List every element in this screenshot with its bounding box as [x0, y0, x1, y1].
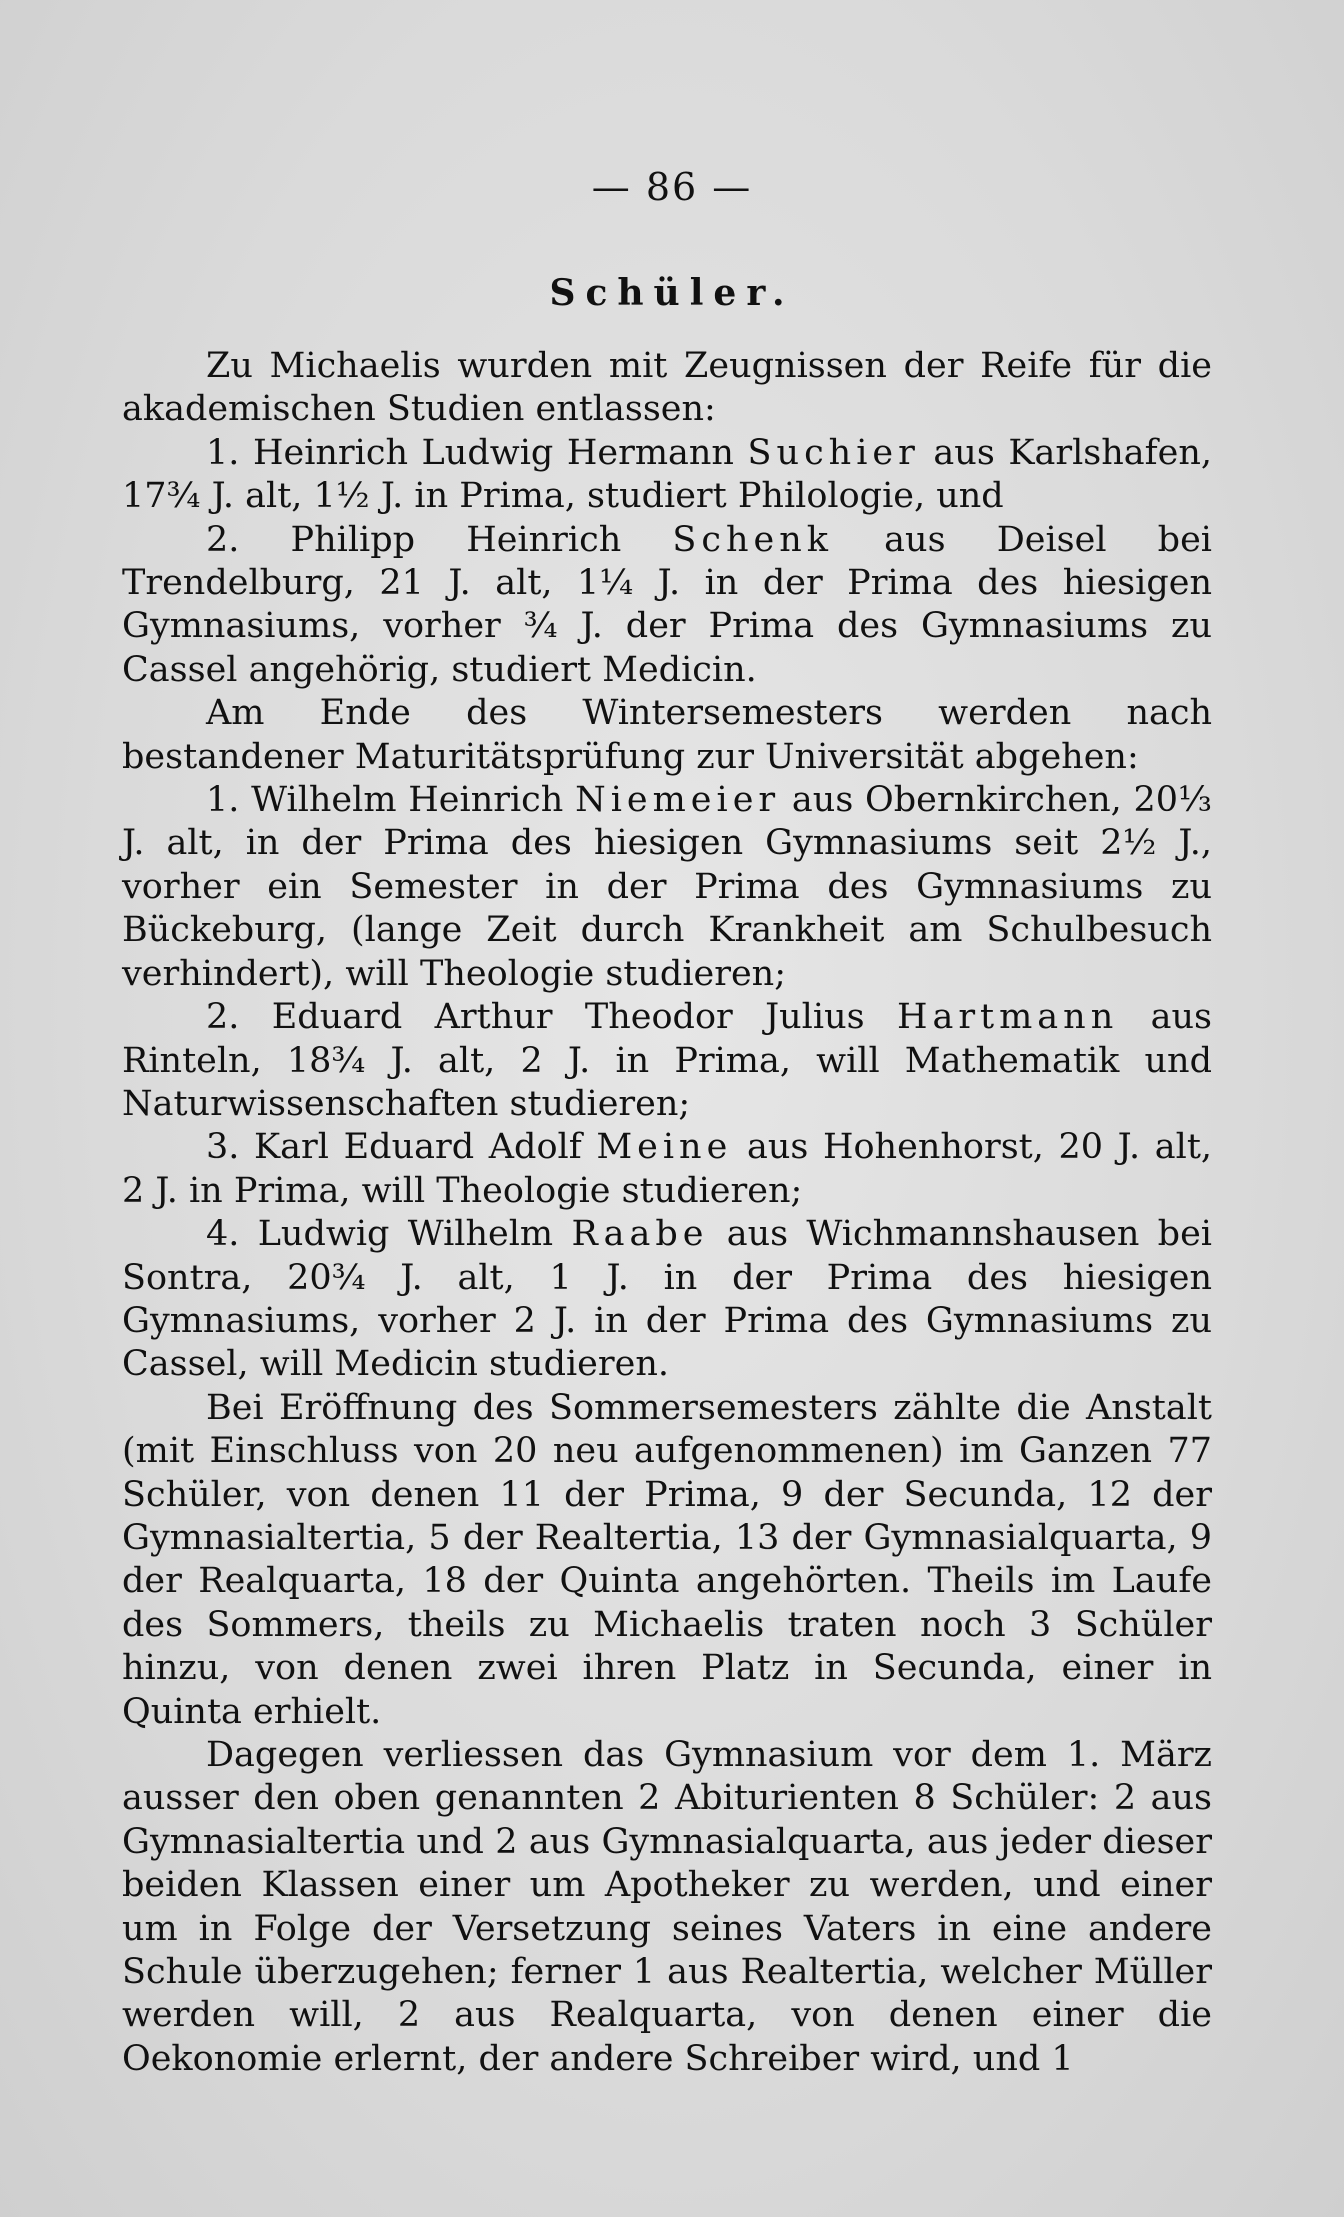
page-number: — 86 —	[591, 165, 753, 209]
student-name: Hartmann	[896, 997, 1119, 1038]
paragraph-intro-winter: Am Ende des Wintersemesters werden nach bestandener Maturitätsprüfung zur Universität abgehen:	[122, 693, 1212, 777]
paragraph-student-suchier	[122, 432, 1212, 519]
entry-prefix: 1. Heinrich Ludwig Hermann	[206, 432, 748, 473]
entry-details: aus Obernkirchen, 20⅓ J. alt, in der Prima des hiesigen Gymnasiums seit 2½ J., vorher ein Semester in der Prima des Gymnasiums zu Bückeburg, (lange Zeit durch Krankheit am Schulbesuch verhindert), will Theologie studieren;	[122, 780, 1212, 994]
paragraph-enrollment-summary: Bei Eröffnung des Sommersemesters zählte die Anstalt (mit Einschluss von 20 neu aufgenommenen) im Ganzen 77 Schüler, von denen 11 der Prima, 9 der Secunda, 12 der Gymnasialtertia, 5 der Realtertia, 13 der Gymnasialquarta, 9 der Realquarta, 18 der Quinta angehörten. Theils im Laufe des Sommers, theils zu Michaelis traten noch 3 Schüler hinzu, von denen zwei ihren Platz in Secunda, einer in Quinta erhielt.	[122, 1387, 1212, 1732]
student-name: Meine	[596, 1127, 733, 1168]
student-name: Niemeier	[575, 780, 781, 821]
entry-details: aus Wichmannshausen bei Sontra, 20¾ J. alt, 1 J. in der Prima des hiesigen Gymnasiums, vorher 2 J. in der Prima des Gymnasiums zu Cassel, will Medicin studieren.	[122, 1214, 1212, 1385]
student-name: Schenk	[672, 519, 833, 560]
paragraph-student-raabe	[122, 1213, 1212, 1387]
entry-prefix: 2. Philipp Heinrich	[206, 519, 673, 560]
paragraph-student-hartmann	[122, 996, 1212, 1126]
entry-prefix: 3. Karl Eduard Adolf	[206, 1127, 597, 1168]
entry-details: aus Hohenhorst, 20 J. alt, 2 J. in Prima, will Theologie studieren;	[122, 1127, 1213, 1211]
paragraph-student-niemeier	[122, 779, 1212, 996]
paragraph-student-meine	[122, 1126, 1212, 1213]
entry-prefix: 1. Wilhelm Heinrich	[206, 780, 576, 821]
student-name: Raabe	[571, 1214, 709, 1255]
entry-details: aus Karlshafen, 17¾ J. alt, 1½ J. in Prima, studiert Philologie, und	[122, 432, 1212, 517]
entry-prefix: 4. Ludwig Wilhelm	[206, 1214, 572, 1255]
entry-prefix: 2. Eduard Arthur Theodor Julius	[206, 997, 897, 1038]
body-text	[122, 345, 1212, 2081]
paragraph-intro-michaelis: Zu Michaelis wurden mit Zeugnissen der Reife für die akademischen Studien entlassen:	[122, 346, 1212, 430]
entry-details: aus Rinteln, 18¾ J. alt, 2 J. in Prima, will Mathematik und Naturwissenschaften studieren;	[122, 997, 1212, 1124]
paragraph-departures: Dagegen verliessen das Gymnasium vor dem 1. März ausser den oben genannten 2 Abiturienten 8 Schüler: 2 aus Gymnasialtertia und 2 aus Gymnasialquarta, aus jeder dieser beiden Klassen einer um Apotheker zu werden, und einer um in Folge der Versetzung seines Vaters in eine andere Schule überzugehen; ferner 1 aus Realtertia, welcher Müller werden will, 2 aus Realquarta, von denen einer die Oekonomie erlernt, der andere Schreiber wird, und 1	[122, 1735, 1212, 2079]
paragraph-student-schenk	[122, 519, 1212, 693]
entry-details: aus Deisel bei Trendelburg, 21 J. alt, 1¼ J. in der Prima des hiesigen Gymnasiums, vorher ¾ J. der Prima des Gymnasiums zu Cassel angehörig, studiert Medicin.	[122, 519, 1212, 690]
student-name: Suchier	[747, 432, 920, 473]
section-title: Schüler.	[549, 272, 795, 314]
